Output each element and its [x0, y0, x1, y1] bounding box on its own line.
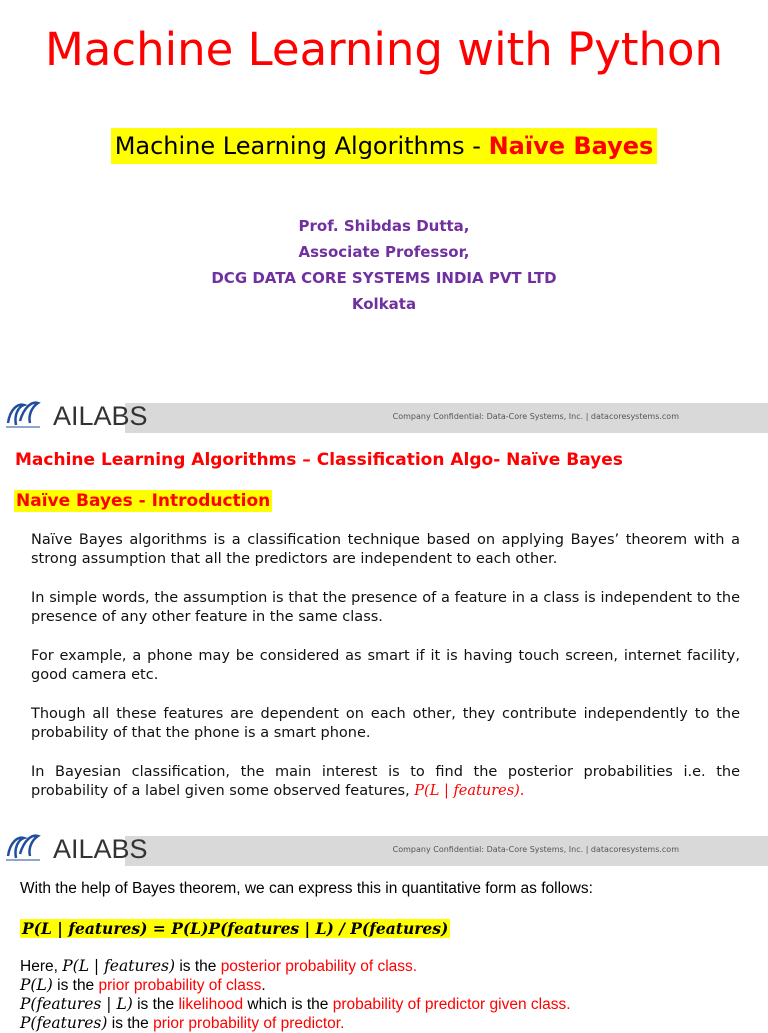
formula: [20, 919, 450, 939]
text: is the: [132, 996, 179, 1013]
dcg-logo-icon: [4, 397, 42, 433]
definition-prior: [20, 976, 266, 995]
text: is the: [107, 1015, 154, 1032]
paragraph: Naïve Bayes algorithms is a classification technique based on applying Bayes’ theorem with a strong assumption that all the predictors are independent to each other.: [31, 532, 740, 567]
math-expression: P(L | features): [62, 957, 176, 975]
text: is the: [52, 977, 99, 994]
title-slide: [0, 0, 768, 388]
author-block: [0, 213, 768, 317]
text: is the: [175, 958, 221, 975]
text: Here,: [20, 958, 63, 975]
header-bar: [0, 403, 768, 433]
intro-text: With the help of Bayes theorem, we can express this in quantitative form as follows:: [20, 880, 593, 897]
logo-text: AILABS: [53, 834, 148, 864]
slide-subtitle: [0, 128, 768, 164]
highlight-text: prior probability of class: [98, 977, 262, 994]
logo-text: AILABS: [53, 401, 148, 431]
subtitle-highlight: Naïve Bayes: [488, 132, 654, 160]
slide-heading: Machine Learning Algorithms – Classification Algo- Naïve Bayes: [15, 450, 623, 470]
definition-posterior: [20, 957, 417, 976]
logo: [0, 395, 148, 435]
subtitle-prefix: Machine Learning Algorithms -: [114, 132, 489, 160]
author-role: Associate Professor,: [298, 243, 470, 261]
paragraph: [31, 763, 740, 801]
paragraph: Though all these features are dependent on each other, they contribute independently to the probability of that the phone is a smart phone.: [31, 706, 740, 741]
highlight-text: likelihood: [178, 996, 244, 1013]
confidential-note: Company Confidential: Data-Core Systems, Inc. | datacoresystems.com: [392, 845, 679, 854]
text: which is the: [243, 996, 333, 1013]
slide-title: Machine Learning with Python: [44, 23, 724, 76]
confidential-note: Company Confidential: Data-Core Systems, Inc. | datacoresystems.com: [392, 412, 679, 421]
paragraph: In simple words, the assumption is that the presence of a feature in a class is independent to the presence of any other feature in the same class.: [31, 590, 740, 625]
text: .: [261, 977, 266, 994]
intro-slide: [0, 433, 768, 823]
slide-subheading: Naïve Bayes - Introduction: [16, 491, 271, 511]
math-expression: P(features): [20, 1014, 108, 1032]
definition-likelihood: [20, 995, 571, 1014]
header-bar: [0, 836, 768, 866]
author-name: Prof. Shibdas Dutta,: [298, 217, 470, 235]
highlight-text: prior probability of predictor.: [153, 1015, 345, 1032]
author-city: Kolkata: [351, 295, 417, 313]
dcg-logo-icon: [4, 830, 42, 866]
highlight-text: probability of predictor given class.: [332, 996, 571, 1013]
paragraph-text: In Bayesian classification, the main interest is to find the posterior probabilities i.e. the probability of a label given some observed features,: [31, 764, 740, 799]
logo: [0, 828, 148, 868]
paragraph: For example, a phone may be considered as smart if it is having touch screen, internet facility, good camera etc.: [31, 648, 740, 683]
highlight-text: posterior probability of class.: [220, 958, 418, 975]
author-company: DCG DATA CORE SYSTEMS INDIA PVT LTD: [211, 269, 557, 287]
math-expression: P(L | features).: [414, 783, 525, 799]
bayes-theorem-slide: [0, 866, 768, 1032]
formula-expression: P(L | features) = P(L)P(features | L) / P(features): [22, 919, 449, 938]
math-expression: P(features | L): [20, 995, 133, 1013]
math-expression: P(L): [20, 976, 53, 994]
